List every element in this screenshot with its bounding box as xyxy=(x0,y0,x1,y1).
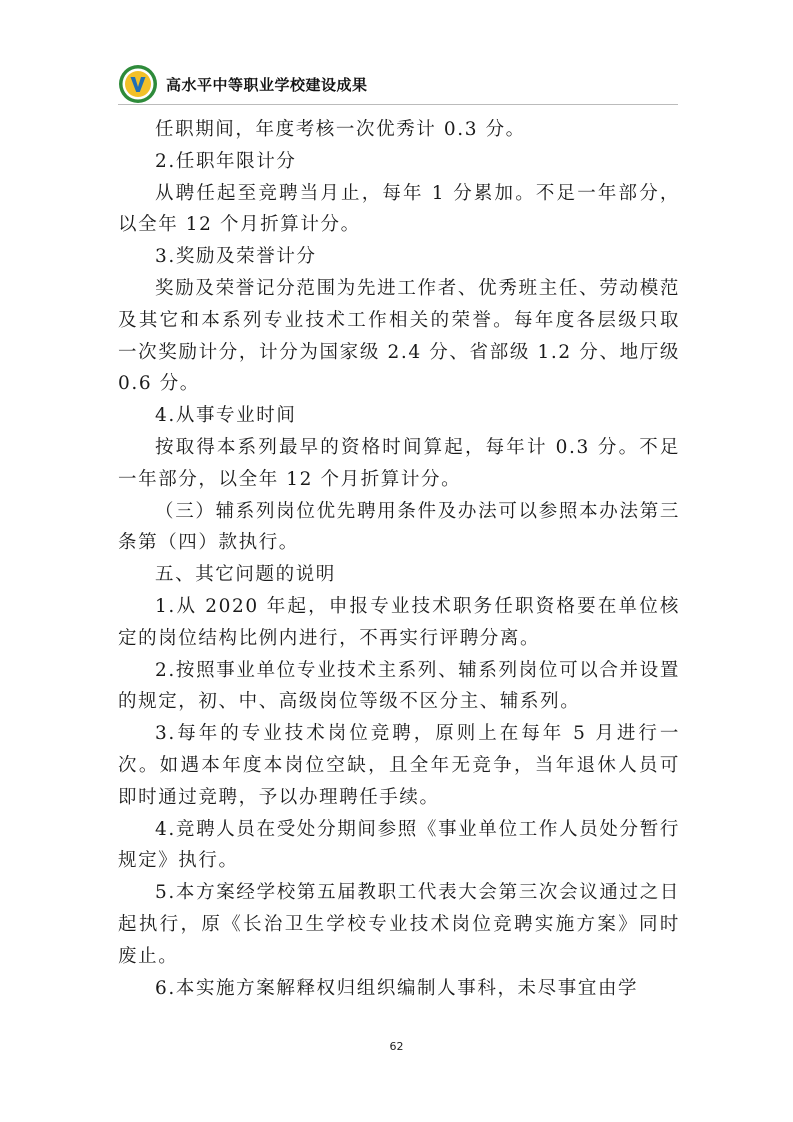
paragraph: 从聘任起至竞聘当月止，每年 1 分累加。不足一年部分，以全年 12 个月折算计分。 xyxy=(118,182,680,236)
paragraph: 奖励及荣誉记分范围为先进工作者、优秀班主任、劳动模范及其它和本系列专业技术工作相关的荣誉。每年度各层级只取一次奖励计分，计分为国家级 2.4 分、省部级 1.2 分、地厅级 0.6 分。 xyxy=(118,277,680,395)
page-number: 62 xyxy=(389,1040,404,1053)
section-heading: 2.任职年限计分 xyxy=(155,150,297,172)
paragraph: 5.本方案经学校第五届教职工代表大会第三次会议通过之日起执行，原《长治卫生学校专业技术岗位竞聘实施方案》同时废止。 xyxy=(118,882,680,967)
paragraph: （三）辅系列岗位优先聘用条件及办法可以参照本办法第三条第（四）款执行。 xyxy=(118,500,680,554)
paragraph: 按取得本系列最早的资格时间算起，每年计 0.3 分。不足一年部分，以全年 12 个月折算计分。 xyxy=(118,436,680,490)
paragraph: 任职期间，年度考核一次优秀计 0.3 分。 xyxy=(155,119,526,140)
paragraph: 4.竞聘人员在受处分期间参照《事业单位工作人员处分暂行规定》执行。 xyxy=(118,818,680,872)
paragraph: 2.按照事业单位专业技术主系列、辅系列岗位可以合并设置的规定，初、中、高级岗位等级不区分主、辅系列。 xyxy=(118,659,680,713)
school-emblem-icon xyxy=(118,64,158,104)
page-header xyxy=(118,64,368,104)
section-heading: 五、其它问题的说明 xyxy=(155,564,336,586)
paragraph: 3.每年的专业技术岗位竞聘，原则上在每年 5 月进行一次。如遇本年度本岗位空缺，且全年无竞争，当年退休人员可即时通过竞聘，予以办理聘任手续。 xyxy=(118,723,680,808)
section-heading: 4.从事专业时间 xyxy=(155,405,297,427)
paragraph: 6.本实施方案解释权归组织编制人事科，未尽事宜由学 xyxy=(155,977,639,999)
section-heading: 3.奖励及荣誉计分 xyxy=(155,246,317,268)
document-body xyxy=(118,114,680,1004)
paragraph: 1.从 2020 年起，申报专业技术职务任职资格要在单位核定的岗位结构比例内进行，不再实行评聘分离。 xyxy=(118,595,680,649)
header-title: 高水平中等职业学校建设成果 xyxy=(166,75,368,94)
header-divider xyxy=(118,104,678,105)
